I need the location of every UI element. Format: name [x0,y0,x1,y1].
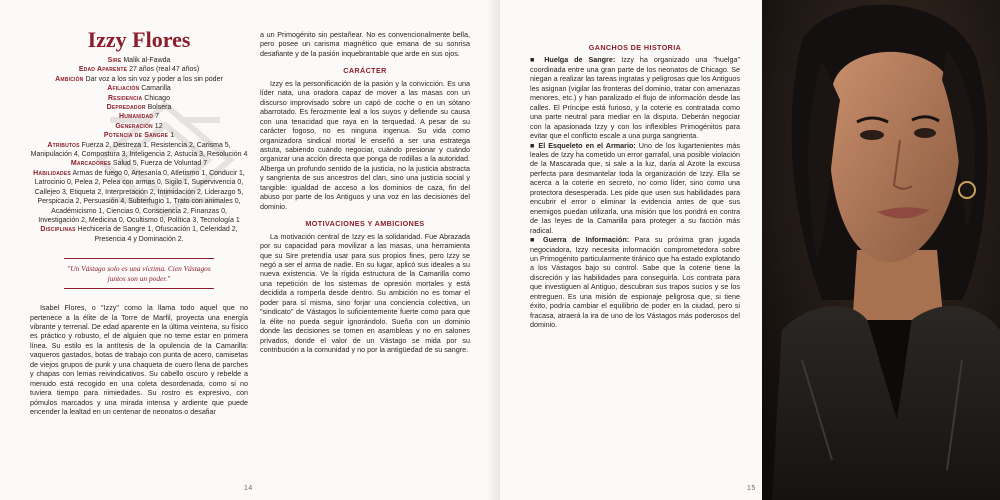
character-name: Izzy Flores [87,27,191,52]
stat-skills: Habilidades Armas de fuego 0, Artesanía 0, Atletismo 1, Conducir 1, Latrocinio 0, Pelea 2, Pelea con armas 0, Sigilo 1, Supervivencia 0, Callejeo 3, Etiqueta 2, Interpretación 2, Intimidación 2, Liderazgo 5, Perspicacia 2, Persuasión 4, Subterfugio 1, Trato con animales 0, Académicismo 1, Ciencias 0, Consciencia 2, Finanzas 0, Investigación 2, Medicina 0, Ocultismo 0, Política 3, Tecnología 1 [33,169,245,224]
character-portrait [762,0,1000,500]
story-hook: ■ El Esqueleto en el Armario: Uno de los lugartenientes más leales de Izzy ha cometido un error garrafal, una posible violación de la Mascarada que, si sale a la luz, daría al Azote la excusa perfecta para desmantelar toda la organización de Izzy. Ella se acerca a la coterie en secreto, no como líder, sino como una protectora desesperada. Les pide que usen sus habilidades para encubrir el error o eliminar la evidencia antes de que sus enemigos puedan utilizarla, una misión que los pondrá en contra de las leyes de la Camarilla para proteger a su facción más radical. [530,140,740,235]
stat-disciplines: Disciplinas Hechicería de Sangre 1, Ofuscación 1, Celeridad 2, Presencia 4 y Dominación 2. [40,226,238,243]
narrative-column [260,30,470,355]
description-paragraph: Isabel Flores, o "Izzy" como la llama todo aquel que no pertenece a la élite de la Torre de Marfil, proyecta una energía vibrante y terrenal. De edad aparente en la última veintena, su físico es práctico y robusto, el de alguien que no teme estar en primera línea. Su estilo es la antítesis de la opulencia de la Camarilla: vaqueros gastados, botas de trabajo con punta de acero, camisetas de viejos grupos de punk y una chaqueta de cuero llena de parches y chapas con lemas reivindicativos. Su cabello oscuro y rebelde a menudo está recogido en una coleta desordenada, como si no tuviera tiempo para nimiedades. Su rostro es expresivo, con pómulos marcados y una mirada intensa y ardiente que puede encender la lealtad en un centenar de neonatos o desafiar [30,303,248,417]
page-number-left: 14 [244,485,253,492]
story-hook: ■ Huelga de Sangre: Izzy ha organizado una "huelga" coordinada entre una gran parte de los neonatos de Chicago. Se niegan a realizar las tareas ingratas y peligrosas que los Antiguos les asignan (vigilar las fronteras del dominio, tratar con amenazas menores, etc.) y han paralizado el flujo de información desde las calles. El Príncipe está furioso, y la coterie es contratada como una parte neutral para mediar en la disputa. Deberán negociar con la apasionada Izzy y con los inflexibles Primogénitos para evitar que el conflicto escale a una purga sangrienta. [530,55,740,141]
stat-blood-potency: Potencia de Sangre 1 [103,132,175,140]
heading-motivations: MOTIVACIONES Y AMBICIONES [305,219,425,229]
page-number-right: 15 [747,485,756,492]
stat-generation: Generación 12 [115,122,163,130]
stat-humanity: Humanidad 7 [119,113,159,121]
heading-character: CARÁCTER [343,66,387,76]
stat-residence: Residencia Chicago [108,94,170,102]
character-sheet-column [30,28,248,417]
stat-attributes: Atributos Fuerza 2, Destreza 1, Resistencia 2, Carisma 5, Manipulación 4, Compostura 3, Inteligencia 2, Astucia 3, Resolución 4 [30,141,248,159]
gutter-shadow [486,0,500,500]
story-hook-title: El Esqueleto en el Armario: [538,140,636,150]
stat-apparent-age: Edad Aparente 27 años (real 47 años) [78,66,200,74]
right-page [500,0,1000,500]
stat-predator: Depredador Bolsera [106,104,172,112]
stat-sire: Sire Malik al-Fawda [107,57,171,64]
story-hook: ■ Guerra de Información: Para su próxima gran jugada negociadora, Izzy necesita información comprometedora sobre un Primogénito particularmente tiránico que ha estado explotando a los Vástagos bajo su control. Sabe que la coterie tiene la discreción y las habilidades para conseguirla. Los contrata para que investiguen al Antiguo, descubran sus trapos sucios y se los entreguen. Es una misión de espionaje peligrosa que, si tiene éxito, podría cambiar el equilibrio de poder en la ciudad, pero si fracasa, atraerá la ira de uno de los Vástagos más poderosos del dominio. [530,235,741,330]
story-hooks-column [530,43,740,330]
stat-affiliation: Afiliación Camarilla [107,85,171,93]
stat-ambition: Ambición Dar voz a los sin voz y poder a los sin poder [55,75,223,83]
pull-quote: "Un Vástago solo es una víctima. Cien Vástagos juntos son un poder." [64,258,214,289]
story-hook-title: Huelga de Sangre: [544,55,616,65]
heading-story-hooks: GANCHOS DE HISTORIA [588,43,682,52]
portrait-illustration [762,0,1000,500]
description-continuation: a un Primogénito sin pestañear. No es convencionalmente bella, pero posee un carisma magnético que emana de su sonrisa desafiante y de la pasión inquebrantable que arde en sus ojos. [260,30,470,58]
character-paragraph: Izzy es la personificación de la pasión y la convicción. Es una líder nata, una oradora capaz de mover a las masas con un discurso improvisado sobre un capó de coche o en un sótano abarrotado. Es ferozmente leal a los suyos y defiende su causa con una tenacidad que raya en la terquedad. A pesar de su carácter fogoso, no es ninguna ingenua. Su vida como organizadora sindical mortal le enseñó a ser una estratega astuta, sabiendo cuándo negociar, cuándo presionar y cuándo organizar una acción directa que ponga de rodillas a la autoridad. Alberga un profundo sentido de la justicia, no la justicia abstracta y sangrienta de sus ancestros del clan, sino una justicia social y tangible: igualdad de acceso a los dominios de caza, fin del abuso por parte de los Antiguos y una voz en las decisiones del dominio. [260,78,470,211]
story-hook-title: Guerra de Información: [542,235,630,245]
character-stats [30,56,248,244]
stat-trackers: Marcadores Salud 5, Fuerza de Voluntad 7 [70,160,208,168]
motivations-paragraph: La motivación central de Izzy es la solidaridad. Fue Abrazada por su capacidad para movilizar a las masas, una herramienta que su Sire pretendía usar para sus propios fines, pero Izzy se negó a ser el arma de nadie. En su lugar, aplicó sus ideales a su nueva existencia. Ve la rígida estructura de la Camarilla como una repetición de los sistemas de opresión mortales y está decidida a romperla desde dentro. Su ambición no es tomar el poder para sí misma, sino forjar una conciencia colectiva, un "sindicato" de Vástagos lo suficientemente fuerte como para que la élite no pueda seguir ignorándolo. Sueña con un dominio donde las decisiones se tomen en asambleas y no en salones privados, donde el valor de un Vástago se mida por su contribución a la comunidad y no por la antigüedad de su sangre. [260,231,470,355]
